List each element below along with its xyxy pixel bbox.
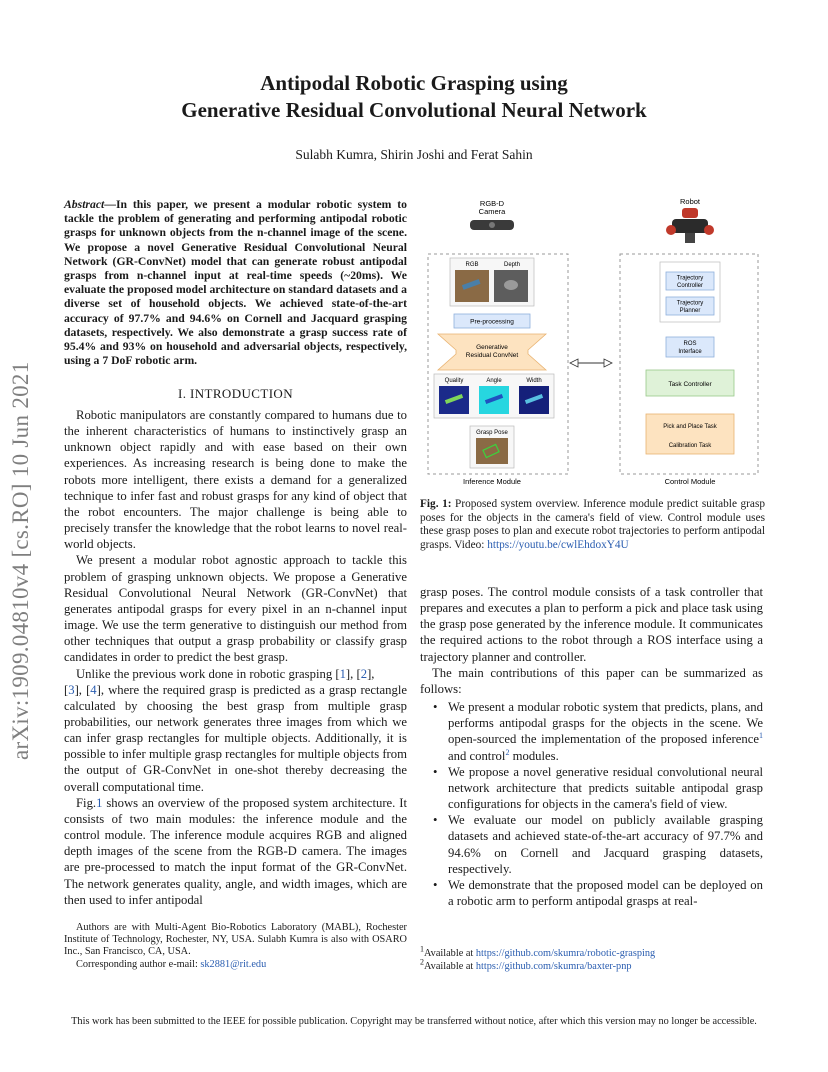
email-link[interactable]: sk2881@rit.edu: [200, 958, 267, 970]
fn2-label: Available at: [424, 961, 476, 972]
footnote-ref-2[interactable]: 2: [505, 747, 510, 757]
email-label: Corresponding author e-mail:: [76, 958, 201, 970]
task-controller-label: Task Controller: [668, 381, 712, 388]
fn1-label: Available at: [424, 948, 476, 959]
bullet1-text-b: and control: [448, 748, 506, 763]
rgb-label: RGB: [465, 262, 479, 268]
intro-p3-start: Unlike the previous work done in robotic grasping [: [76, 666, 340, 681]
arrow-left-head: [570, 359, 578, 367]
intro-paragraph-2: We present a modular robot agnostic approach to tackle this problem of grasping unknown objects. We propose a Generative Residual Convolutional Neural Network (GR-ConvNet) that generates antipodal grasps for every pixel in an n-channel input image. We use the term generative to distinguish our method from other techniques that output a grasp probability or classify grasp candidates in order to predict the best grasp.: [64, 553, 407, 665]
ref-link-4[interactable]: 4: [90, 682, 97, 697]
copyright-notice: This work has been submitted to the IEEE for possible publication. Copyright may be transferred without notice, after which this version may no longer be accessible.: [71, 1016, 757, 1027]
calibration-label: Calibration Task: [668, 443, 712, 449]
intro-paragraph-3: Unlike the previous work done in robotic grasping [1], [2], [3], [4], where the required grasp is predicted as a grasp rectangle calculated by choosing the best grasp from multiple grasp probabilities, our network generates three images from which we can infer grasp rectangles for multiple objects. Additionally, it is possible to infer multiple grasp rectangles for multiple objects from the output of GR-ConvNet in one-shot thereby decreasing the overall computational time.: [64, 666, 407, 794]
depth-object: [504, 280, 518, 290]
footnote-2: [420, 957, 765, 973]
abstract-label: Abstract: [64, 198, 105, 211]
robot-head-icon: [682, 208, 698, 218]
grasp-pose-label: Grasp Pose: [476, 430, 508, 436]
figure-caption: [420, 498, 765, 552]
bullet1-text-a: We present a modular robotic system that predicts, plans, and performs antipodal grasps for the objects in the scene. We open-sourced the implementation of the proposed inference: [448, 700, 763, 747]
right-column-body: [420, 584, 763, 909]
angle-label: Angle: [486, 378, 502, 384]
email-line: [64, 959, 407, 971]
robot-arm-right-icon: [704, 225, 714, 235]
paper-title: [0, 70, 828, 124]
robot-arm-left-icon: [666, 225, 676, 235]
footnote-ref-1[interactable]: 1: [759, 731, 763, 741]
system-overview-diagram: [420, 192, 765, 492]
intro-p4-fig: Fig.: [76, 795, 97, 810]
depth-label: Depth: [503, 262, 521, 268]
inference-module-label: Inference Module: [463, 477, 521, 486]
figure-1: [420, 192, 765, 492]
caption-label: Fig. 1:: [420, 498, 452, 510]
contribution-item: [420, 699, 763, 764]
ref-link-3[interactable]: 3: [68, 682, 75, 697]
title-line-1: Antipodal Robotic Grasping using: [260, 71, 568, 95]
abstract: [64, 198, 407, 368]
title-line-2: Generative Residual Convolutional Neural Network: [181, 98, 647, 122]
preprocessing-label: Pre-processing: [470, 318, 514, 326]
fn2-link[interactable]: https://github.com/skumra/baxter-pnp: [475, 961, 632, 972]
affiliation-footnote: [64, 922, 407, 971]
control-module-label: Control Module: [664, 477, 716, 486]
contribution-item: • We demonstrate that the proposed model can be deployed on a robotic arm to perform antipodal grasps at real-: [420, 877, 763, 909]
traj-planner-label-2: Planner: [679, 308, 701, 314]
intro-p4-text: shows an overview of the proposed system architecture. It consists of two main modules: the inference module and the control module. The inference module acquires RGB and aligned depth images of the scene from the RGB-D camera. The images are pre-processed to match the input format of the GR-ConvNet. The network generates quality, angle, and width images, which are then used to infer antipodal: [64, 795, 407, 907]
robot-label: Robot: [679, 197, 701, 206]
contribution-item: • We propose a novel generative residual convolutional neural network architecture that predicts suitable antipodal grasp configurations for objects in the camera's field of view.: [420, 764, 763, 812]
section-heading: I. INTRODUCTION: [177, 386, 294, 401]
grconvnet-label-2: Residual ConvNet: [465, 352, 519, 359]
camera-label-2: Camera: [478, 207, 506, 216]
traj-controller-label-1: Trajectory: [676, 275, 704, 282]
arxiv-stamp: arXiv:1909.04810v4 [cs.RO] 10 Jun 2021: [8, 361, 33, 760]
intro-paragraph-4: [64, 795, 407, 908]
robot-base-icon: [685, 233, 695, 243]
width-label: Width: [526, 378, 542, 384]
arrow-right-head: [604, 359, 612, 367]
fn2-number: 2: [420, 957, 424, 967]
grconvnet-label-1: Generative: [476, 344, 508, 351]
intro-body: [64, 407, 407, 908]
ros-label-2: Interface: [678, 349, 702, 355]
intro-p3-end: ], where the required grasp is predicted as a grasp rectangle calculated by choosing the best grasp from multiple grasp probabilities, our network generates three images from which we can infer grasp rectangles for multiple objects. Additionally, it is possible to infer multiple grasp rectangles for multiple objects from the output of GR-ConvNet in one-shot thereby decreasing the overall computational time.: [64, 682, 407, 794]
abstract-text: —In this paper, we present a modular robotic system to tackle the problem of generating and performing antipodal robotic grasps for unknown objects from the n-channel image of the scene. We propose a novel Generative Residual Convolutional Neural Network (GR-ConvNet) model that can generate robust antipodal grasps from n-channel input at real-time speeds (~20ms). We evaluate the proposed model architecture on standard datasets and a diverse set of household objects. We achieved state-of-the-art accuracy of 97.7% and 94.6% on Cornell and Jacquard grasping datasets, respectively. We also demonstrate a grasp success rate of 95.4% and 93% on household and adversarial objects, respectively, using a 7 DoF robotic arm.: [64, 198, 407, 368]
ros-label-1: ROS: [683, 341, 697, 347]
caption-text: Proposed system overview. Inference module predict suitable grasp poses for the objects in the camera's field of view. Control module uses these grasp poses to plan and execute robot trajectories to perform antipodal grasps. Video:: [420, 498, 765, 551]
fig-ref-link[interactable]: 1: [96, 795, 103, 810]
code-footnotes: [420, 944, 765, 973]
author-list: Sulabh Kumra, Shirin Joshi and Ferat Sahin: [295, 147, 533, 162]
fn1-link[interactable]: https://github.com/skumra/robotic-grasping: [475, 948, 656, 959]
ref-link-2[interactable]: 2: [360, 666, 368, 681]
right-paragraph-2: The main contributions of this paper can be summarized as follows:: [420, 665, 763, 696]
footnote-1: [420, 944, 765, 960]
ref-link-1[interactable]: 1: [339, 666, 346, 681]
pick-place-label: Pick and Place Task: [663, 424, 717, 430]
traj-controller-label-2: Controller: [676, 283, 704, 289]
right-paragraph-1: grasp poses. The control module consists of a task controller that prepares and executes a plan to perform a pick and place task using the grasp pose generated by the inference module. It communicates the required actions to the robot through a ROS interface using a trajectory planner and controller.: [420, 585, 763, 664]
quality-label: Quality: [444, 378, 464, 384]
contribution-item: • We evaluate our model on publicly available grasping datasets and achieved state-of-the-art accuracy of 97.7% and 94.6% on Cornell and Jacquard grasping datasets, respectively.: [420, 812, 763, 877]
camera-lens-icon: [489, 222, 495, 228]
robot-body-icon: [672, 219, 708, 233]
camera-label-1: RGB-D: [479, 199, 505, 208]
traj-planner-label-1: Trajectory: [676, 300, 704, 307]
affiliation-text: Authors are with Multi-Agent Bio-Robotics Laboratory (MABL), Rochester Institute of Technology, Rochester, NY, USA. Sulabh Kumra is also with OSARO Inc., San Francisco, CA, USA.: [64, 922, 407, 958]
contributions-list: [420, 699, 763, 909]
video-link[interactable]: https://youtu.be/cwlEhdoxY4U: [487, 538, 629, 551]
fn1-number: 1: [420, 944, 424, 954]
grasp-pose-image: [476, 438, 508, 464]
intro-paragraph-1: Robotic manipulators are constantly compared to humans due to the inherent characteristics of humans to instinctively grasp an unknown object rapidly and with ease based on their own experiences. As increasing research is being done to make the robots more intelligent, there exists a demand for a generalized technique to infer fast and robust grasps for any kind of object that the robot encounters. The major challenge is being able to precisely transfer the knowledge that the robot learns to novel real-world objects.: [64, 408, 407, 552]
bullet1-text-c: modules.: [509, 748, 559, 763]
